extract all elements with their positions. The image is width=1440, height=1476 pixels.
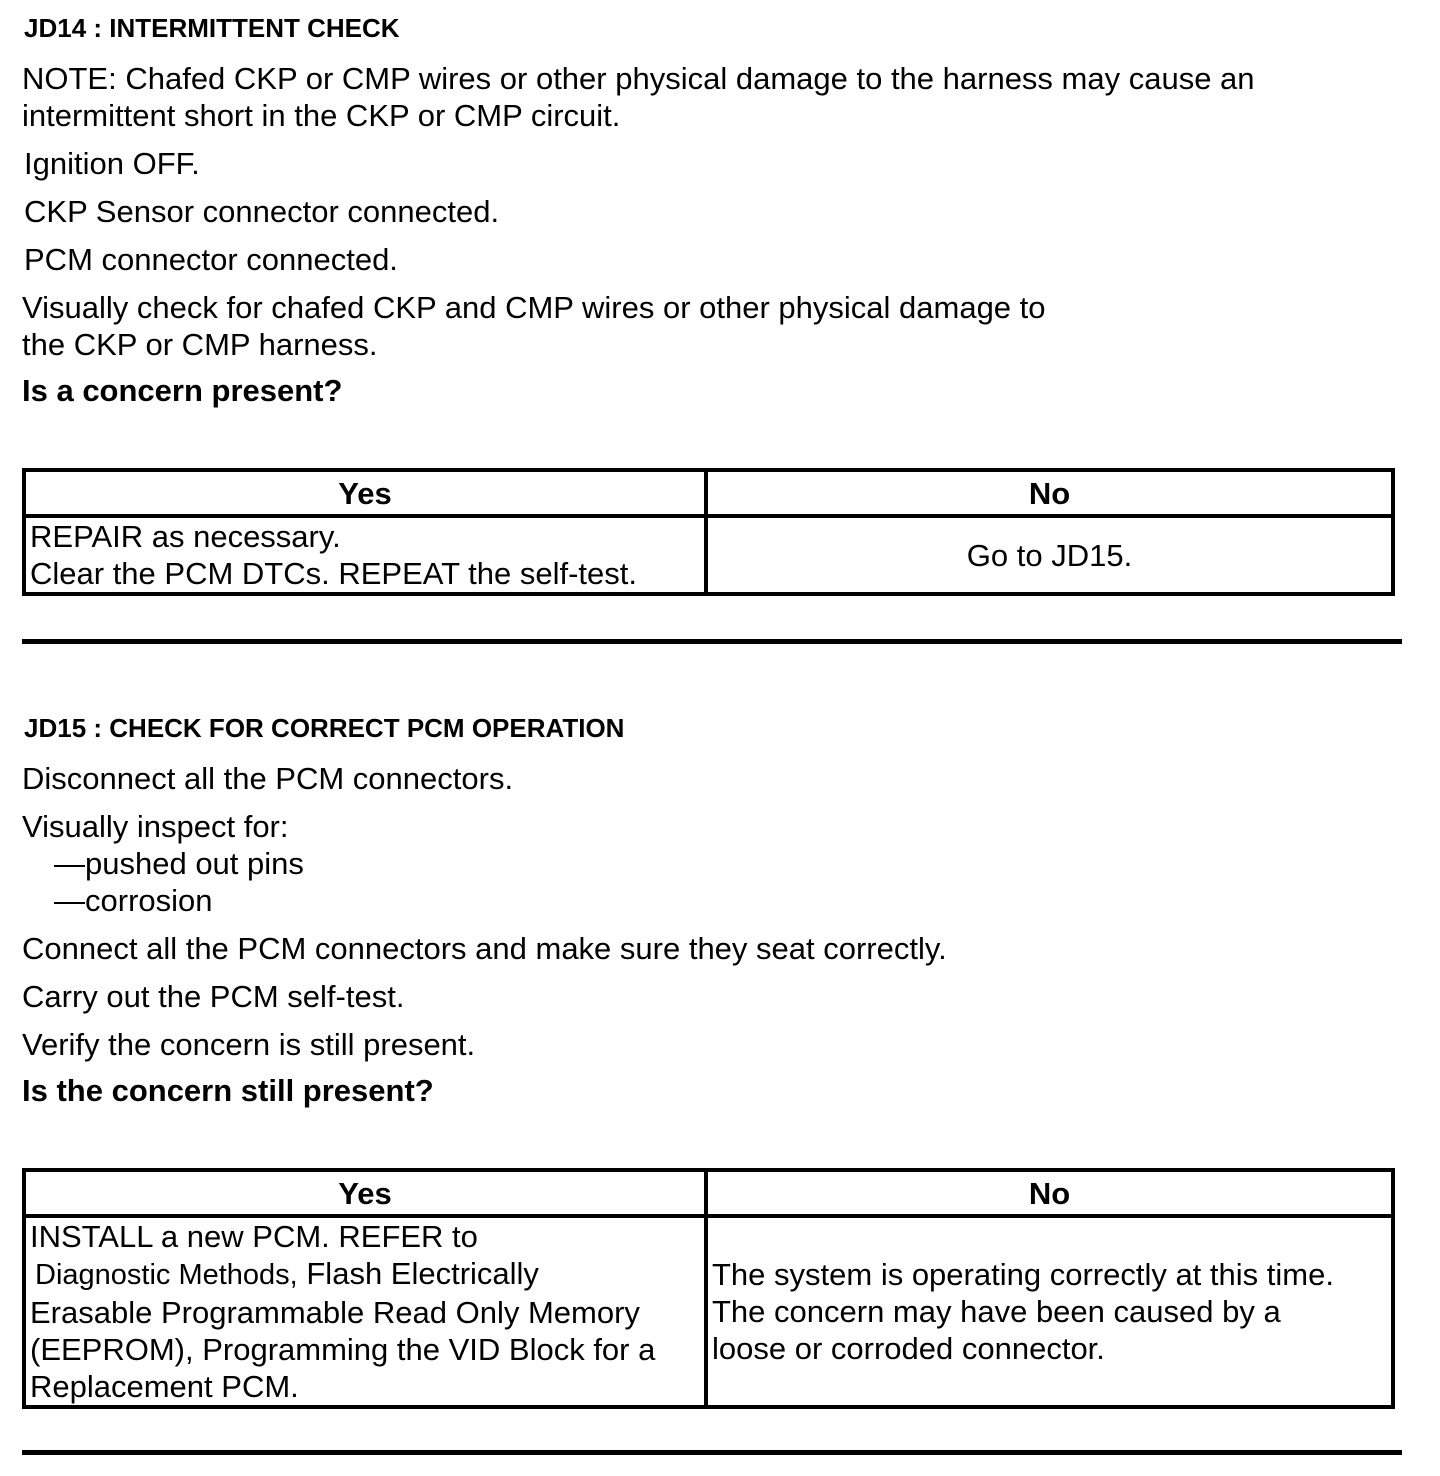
jd14-question: Is a concern present? [22, 373, 343, 408]
jd15-no-header: No [706, 1170, 1393, 1216]
jd15-inspect-label: Visually inspect for: [22, 809, 289, 844]
jd15-yes-line3: Erasable Programmable Read Only Memory [30, 1295, 640, 1330]
jd15-no-line1: The system is operating correctly at this time. [712, 1257, 1334, 1292]
jd15-heading: JD15 : CHECK FOR CORRECT PCM OPERATION [24, 713, 625, 743]
jd15-yes-cell [24, 1216, 706, 1407]
bottom-divider [22, 1450, 1402, 1455]
jd14-step-pcm-connector: PCM connector connected. [24, 242, 398, 277]
jd14-yes-line1: REPAIR as necessary. [30, 519, 341, 554]
jd15-yes-line2 [30, 1255, 700, 1294]
jd14-step-visual-check [22, 289, 1046, 363]
jd14-visual-line2: the CKP or CMP harness. [22, 327, 378, 362]
jd15-inspect-item-corrosion: —corrosion [54, 883, 213, 918]
jd14-note-line1: NOTE: Chafed CKP or CMP wires or other physical damage to the harness may cause an [22, 61, 1255, 96]
jd14-yes-header: Yes [24, 470, 706, 516]
jd15-step-self-test: Carry out the PCM self-test. [22, 979, 405, 1014]
jd14-note [22, 60, 1255, 134]
section-divider [22, 639, 1402, 644]
jd15-no-line2: The concern may have been caused by a [712, 1294, 1281, 1329]
jd14-visual-line1: Visually check for chafed CKP and CMP wires or other physical damage to [22, 290, 1046, 325]
jd15-no-line3: loose or corroded connector. [712, 1331, 1105, 1366]
jd15-yes-flash: Flash Electrically [306, 1256, 539, 1291]
jd14-yes-cell [24, 516, 706, 594]
jd15-yes-line4: (EEPROM), Programming the VID Block for a [30, 1332, 656, 1367]
jd14-no-cell [706, 516, 1393, 594]
jd15-yes-header: Yes [24, 1170, 706, 1216]
jd15-step-verify: Verify the concern is still present. [22, 1027, 476, 1062]
jd15-yes-line1: INSTALL a new PCM. REFER to [30, 1219, 478, 1254]
jd15-no-cell [706, 1216, 1393, 1407]
jd14-no-text: Go to JD15. [966, 537, 1133, 573]
jd15-yes-no-table [22, 1168, 1395, 1409]
jd15-inspect-item-pins: —pushed out pins [54, 846, 304, 881]
jd15-yes-diagnostic-methods: Diagnostic Methods, [35, 1259, 298, 1291]
jd15-step-disconnect: Disconnect all the PCM connectors. [22, 761, 514, 796]
jd14-step-ignition: Ignition OFF. [24, 146, 200, 181]
jd15-step-connect: Connect all the PCM connectors and make sure they seat correctly. [22, 931, 947, 966]
jd15-step-inspect [22, 808, 304, 919]
jd14-no-header: No [706, 470, 1393, 516]
jd14-heading: JD14 : INTERMITTENT CHECK [24, 13, 400, 43]
jd15-question: Is the concern still present? [22, 1073, 434, 1108]
jd14-yes-line2: Clear the PCM DTCs. REPEAT the self-test. [30, 556, 637, 591]
jd15-yes-line5: Replacement PCM. [30, 1369, 299, 1404]
jd14-step-ckp-connector: CKP Sensor connector connected. [24, 194, 500, 229]
jd14-note-line2: intermittent short in the CKP or CMP circuit. [22, 98, 621, 133]
jd14-yes-no-table [22, 468, 1395, 596]
